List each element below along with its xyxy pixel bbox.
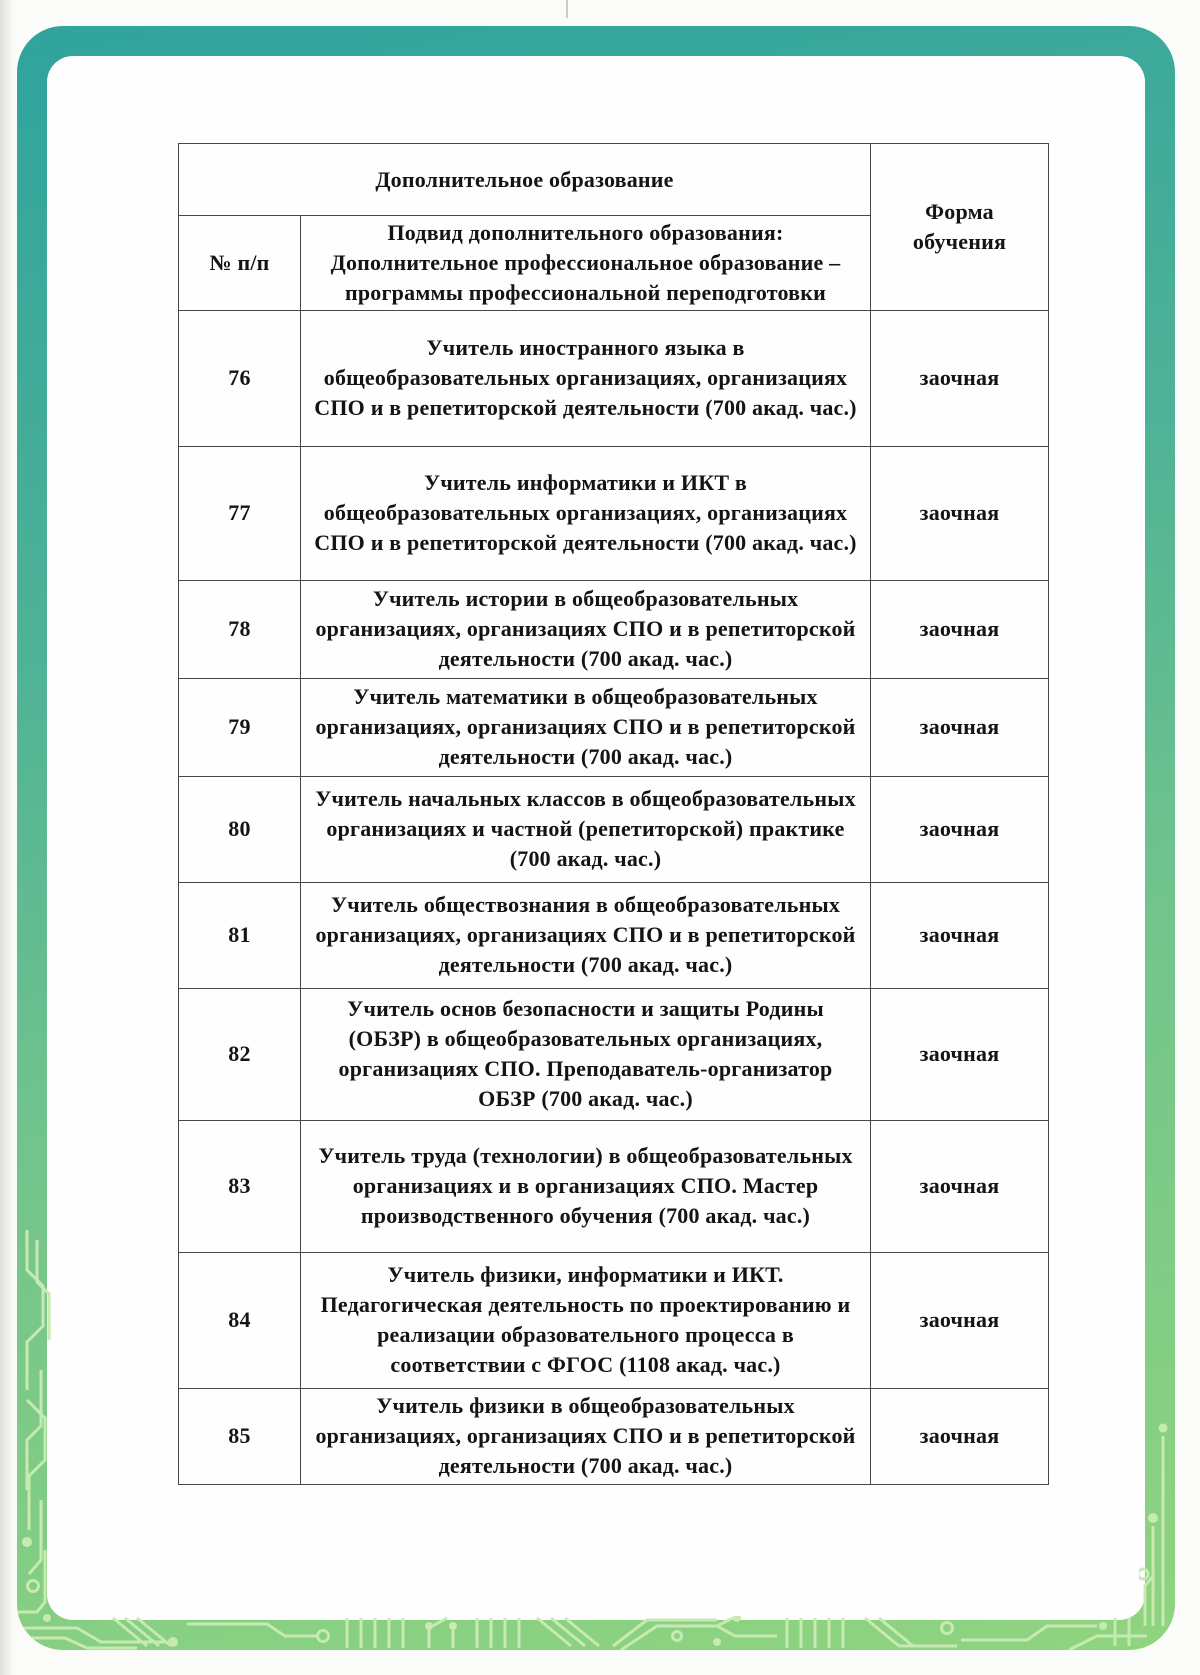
table-row <box>179 310 1049 446</box>
program-name: Учитель обществознания в общеобразовательных организациях, организациях СПО и в репетиторской деятельности (700 акад. час.) <box>301 882 871 988</box>
education-programs-table <box>178 143 1049 1485</box>
row-number: 83 <box>179 1120 301 1252</box>
row-number: 77 <box>179 446 301 580</box>
circuit-pattern-bottom <box>17 1616 1175 1650</box>
program-name: Учитель иностранного языка в общеобразовательных организациях, организациях СПО и в репетиторской деятельности (700 акад. час.) <box>301 310 871 446</box>
study-form: заочная <box>871 882 1049 988</box>
row-number: 82 <box>179 988 301 1120</box>
circuit-pattern-right <box>1139 1406 1175 1626</box>
study-form: заочная <box>871 1252 1049 1388</box>
program-name: Учитель информатики и ИКТ в общеобразовательных организациях, организациях СПО и в репетиторской деятельности (700 акад. час.) <box>301 446 871 580</box>
table-row <box>179 776 1049 882</box>
scan-edge-shadow <box>0 0 14 1675</box>
num-header-cell: № п/п <box>179 216 301 311</box>
study-form: заочная <box>871 446 1049 580</box>
table-row <box>179 678 1049 776</box>
study-form: заочная <box>871 1120 1049 1252</box>
program-name: Учитель истории в общеобразовательных организациях, организациях СПО и в репетиторской деятельности (700 акад. час.) <box>301 580 871 678</box>
program-name: Учитель физики в общеобразовательных организациях, организациях СПО и в репетиторской деятельности (700 акад. час.) <box>301 1388 871 1484</box>
study-form: заочная <box>871 1388 1049 1484</box>
group-header-cell: Дополнительное образование <box>179 144 871 216</box>
table-row <box>179 446 1049 580</box>
study-form: заочная <box>871 678 1049 776</box>
scan-artifact-line <box>566 0 568 18</box>
row-number: 80 <box>179 776 301 882</box>
study-form: заочная <box>871 776 1049 882</box>
program-name: Учитель математики в общеобразовательных организациях, организациях СПО и в репетиторской деятельности (700 акад. час.) <box>301 678 871 776</box>
program-header-cell: Подвид дополнительного образования: Дополнительное профессиональное образование – программы профессиональной переподготовки <box>301 216 871 311</box>
row-number: 84 <box>179 1252 301 1388</box>
row-number: 76 <box>179 310 301 446</box>
row-number: 85 <box>179 1388 301 1484</box>
table-row <box>179 882 1049 988</box>
study-form: заочная <box>871 988 1049 1120</box>
program-name: Учитель основ безопасности и защиты Родины (ОБЗР) в общеобразовательных организациях, организациях СПО. Преподаватель-организатор ОБЗР (700 акад. час.) <box>301 988 871 1120</box>
table-row <box>179 580 1049 678</box>
program-name: Учитель начальных классов в общеобразовательных организациях и частной (репетиторской) практике (700 акад. час.) <box>301 776 871 882</box>
circuit-pattern-left <box>17 1230 53 1630</box>
row-number: 81 <box>179 882 301 988</box>
study-form: заочная <box>871 310 1049 446</box>
program-name: Учитель физики, информатики и ИКТ. Педагогическая деятельность по проектированию и реализации образовательного процесса в соответствии с ФГОС (1108 акад. час.) <box>301 1252 871 1388</box>
table-group-header-row <box>179 144 1049 216</box>
table-row <box>179 1252 1049 1388</box>
form-header-cell: Форма обучения <box>871 144 1049 311</box>
table-row <box>179 1120 1049 1252</box>
study-form: заочная <box>871 580 1049 678</box>
table-row <box>179 988 1049 1120</box>
row-number: 79 <box>179 678 301 776</box>
row-number: 78 <box>179 580 301 678</box>
table-row <box>179 1388 1049 1484</box>
program-name: Учитель труда (технологии) в общеобразовательных организациях и в организациях СПО. Мастер производственного обучения (700 акад. час.) <box>301 1120 871 1252</box>
